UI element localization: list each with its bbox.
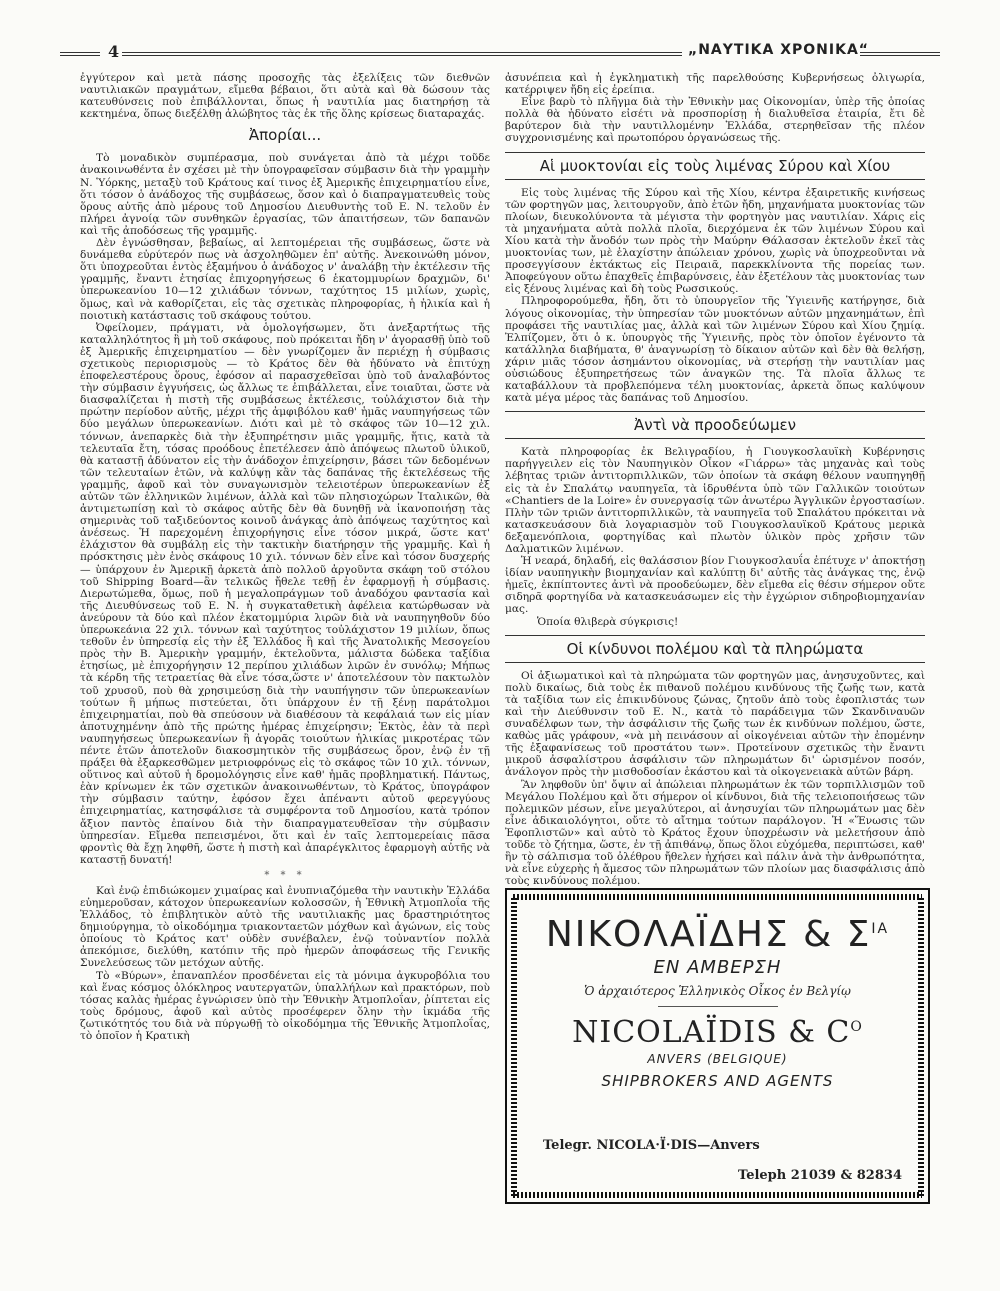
header-rule-middle [122,52,682,56]
ad-telephone: Teleph 21039 & 82834 [738,1168,902,1183]
article-paragraph: Ὀφείλομεν, πράγματι, νὰ ὁμολογήσωμεν, ὅτι ἀνεξαρτήτως τῆς καταλληλότητος ἢ μὴ τοῦ σκάφους, ποὺ πρόκειται ἤδη ν' ἀγορασθῇ ὑπὸ τοῦ ἐξ Ἀμερικῆς ἐπιχειρηματίου — δὲν γνωρίζομεν ἂν περιέχῃ ἡ σύμβασις σχετικοὺς περιορισμοὺς — τὸ Κράτος δὲν θὰ ἠδύνατο νὰ ἐπιτύχῃ ἐποφελεστέρους ὅρους, ἐφόσον αἱ παρασχεθεῖσαι ὑπὸ τοῦ ἀναλαβόντος τὴν σύμβασιν ἐγγυήσεις, ὡς ἄλλως τε ἐπιβάλλεται, εἶνε τοιαῦται, ὥστε νὰ διασφαλίζεται ἡ πιστὴ τῆς συμβάσεως ἐκτέλεσις, τοὐλάχιστον διὰ τὴν πρώτην περίοδον αὐτῆς, μέχρι τῆς ἀμφιβόλου καθ' ἡμᾶς ναυπηγήσεως τῶν δύο μεγάλων ὑπερωκεανίων. Διότι καὶ μὲ τὸ σκάφος τῶν 10—12 χιλ. τόννων, ἀνεπαρκὲς διὰ τὴν ἐξυπηρέτησιν μιᾶς γραμμῆς, ἥτις, κατὰ τὰ τελευταῖα ἔτη, τόσας προόδους ἐπετέλεσεν ἀπὸ ἀπόψεως πλωτοῦ ὑλικοῦ, θὰ καταστῇ ἀδύνατον εἰς τὴν ἀνάδοχον ἐπιχείρησιν, βάσει τῶν δεδομένων τῶν τελευταίων ἐτῶν, νὰ καλύψῃ κἂν τὰς δαπάνας τῆς ἐκτελέσεως τῆς γραμμῆς, ἀφοῦ καὶ τὸν συναγωνισμὸν τελειοτέρων ὑπερωκεανίων ἐξ αὐτῶν τῶν ἑλληνικῶν λιμένων, ἀλλὰ καὶ τῶν πλησιοχώρων Ἰταλικῶν, θὰ ἀντιμετωπίσῃ καὶ τὸ σκάφος αὐτῆς δὲν θὰ δυνηθῇ νὰ ἱκανοποιήσῃ τὰς σημερινὰς τοῦ ταξιδεύοντος κοινοῦ ἀνάγκας ἀπὸ ἀπόψεως ταχύτητος καὶ ἀνέσεως. Ἡ παρεχομένη ἐπιχορήγησις εἶνε τόσον μικρά, ὥστε κατ' ἐλάχιστον θὰ συμβάλῃ εἰς τὴν τακτικὴν διατήρησιν τῆς γραμμῆς. Καὶ ἡ πρόσκτησις μὲν ἑνὸς σκάφους 10 χιλ. τόννων δὲν εἶνε καὶ τόσον δυσχερής — ὑπάρχουν ἐν Ἀμερικῇ ἀρκετὰ ἀπὸ πολλοῦ ἀργοῦντα σκάφη τοῦ στόλου τοῦ Shipping Board—ἂν τελικῶς ἤθελε τεθῇ ἐν ἐφαρμογῇ ἡ σύμβασις. Διερωτώμεθα, ὅμως, ποῦ ἡ μεγαλοπράγμων τοῦ ἀναδόχου φαντασία καὶ τῆς Διευθύνσεως τοῦ Ε. Ν. ἡ συγκαταθετικὴ ἀφέλεια κατώρθωσαν νὰ ἀνεύρουν τὰ δύο καὶ πλέον ἑκατομμύρια λιρῶν διὰ νὰ ναυπηγηθοῦν δύο ὑπερωκεάνια 22 χιλ. τόννων καὶ ταχύτητος τοὐλάχιστον 19 μιλίων, ὅπως τεθοῦν ἐν ὑπηρεσίᾳ εἰς τὴν ἐξ Ἑλλάδος ἢ καὶ τῆς Ἀνατολικῆς Μεσογείου πρὸς τὴν Β. Ἀμερικὴν γραμμήν, ἐκτελοῦντα, μάλιστα δώδεκα ταξίδια ἐτησίως, μὲ ἐπιχορήγησιν 12 περίπου χιλιάδων λιρῶν ἐν συνόλῳ; Μήπως τὰ κέρδη τῆς τετραετίας θὰ εἶνε τόσα,ὥστε ν' ἀποτελέσουν τὸν πακτωλὸν τοῦ χρυσοῦ, ποὺ θὰ χρησιμεύσῃ διὰ τὴν ναυπήγησιν τῶν ὑπερωκεανίων τούτων ἢ μήπως πιστεύεται, ὅτι ὑπάρχουν ἐν τῇ ξένῃ παράτολμοι ἐπιχειρηματίαι, ποὺ θὰ σπεύσουν νὰ διαθέσουν τὰ κεφάλαιά των εἰς μίαν ἀποτυχημένην ἀπὸ τῆς πρώτης ἡμέρας ἐπιχείρησιν; Ἐκτὸς, ἐὰν τὰ περὶ ναυπηγήσεως ὑπερωκεανίων ἢ ἀγορᾶς τοιούτων ἡλικίας μικροτέρας τῶν πέντε ἐτῶν ἀποτελοῦν διακοσμητικὸν τῆς συμβάσεως ὅρον, ἐνῷ ἐν τῇ πράξει θὰ ἐξαρκεσθῶμεν μετριοφρόνως εἰς τὸ σκάφος τῶν 10 χιλ. τόννων, οὕτινος καὶ αὐτοῦ ἡ δρομολόγησις εἶνε καθ' ἡμᾶς προβληματική. Πάντως, ἐὰν κρίνωμεν ἐκ τῶν σχετικῶν ἀνακοινωθέντων, τὸ Κράτος, ὑπογράφον τὴν σύμβασιν ταύτην, ἐφόσον ἔχει ἀπέναντι αὐτοῦ φερεγγύους ἐπιχειρηματίας, κατησφάλισε τὰ συμφέροντα τοῦ Δημοσίου, κατὰ τρόπον ἄξιον παντὸς ἐπαίνου διὰ τὴν διαπραγματευθεῖσαν τὴν σύμβασιν ὑπηρεσίαν. Εἴμεθα πεπεισμένοι, ὅτι καὶ ἐν ταῖς λεπτομερείαις πᾶσα φροντὶς θὰ ἔχῃ ληφθῆ, ὥστε ἡ πιστὴ καὶ ἀπαρέγκλιτος ἐφαρμογὴ αὐτῆς νὰ καταστῇ δυνατή! [80,321,490,866]
article-paragraph: Ὁποία θλιβερὰ σύγκρισις! [537,615,679,628]
ad-description: Ὁ ἀρχαιότερος Ἑλληνικὸς Οἶκος ἐν Βελγίῳ [584,984,851,998]
advertisement-nicolaidis [505,888,930,1204]
intro-paragraph: ἐγγύτερον καὶ μετὰ πάσης προσοχῆς τὰς ἐξελίξεις τῶν διεθνῶν ναυτιλιακῶν πραγμάτων, εἴμεθα βέβαιοι, ὅτι αὐτὰ καὶ θὰ δώσουν τὰς κατευθύνσεις ποὺ ἐπιβάλλονται, ὅπως ἡ ναυτιλία μας διατηρήσῃ τὰ κεκτημένα, ὅπως διεξέλθῃ ἀλώβητος τὰς ἐκ τῆς ὅλης κρίσεως διαταραχάς. [80,72,490,121]
article-heading-myoktonies: Αἱ μυοκτονίαι εἰς τοὺς λιμένας Σύρου καὶ Χίου [505,152,925,180]
page-header [60,42,940,62]
ad-company-name-greek-text: ΝΙΚΟΛΑΪΔΗΣ & Σ [545,914,872,955]
ad-company-name-greek-sup: ΙΑ [871,921,890,937]
ad-border [513,1192,922,1198]
ad-city-latin: ANVERS (BELGIQUE) [647,1052,788,1066]
article-paragraph: Τὸ μοναδικὸν συμπέρασμα, ποὺ συνάγεται ἀπὸ τὰ μέχρι τοῦδε ἀνακοινωθέντα ἐν σχέσει μὲ τὴν ὑπογραφεῖσαν σύμβασιν διὰ τὴν γραμμὴν Ν. Ὑόρκης, μεταξὺ τοῦ Κράτους καί τινος ἐξ Ἀμερικῆς ἐπιχειρηματίου εἶνε, ὅτι τόσον ὁ ἀνάδοχος τῆς συμβάσεως, ὅσον καὶ ὁ διαπραγματευθεὶς τοὺς ὅρους αὐτῆς ἀπὸ μέρους τοῦ Δημοσίου Διευθυντὴς τοῦ Ε. Ν. τελοῦν ἐν πλήρει ἀγνοίᾳ τῶν συνθηκῶν ἐργασίας, τῶν ἀπαιτήσεων, τῶν δαπανῶν καὶ τῆς ἀποδόσεως τῆς γραμμῆς. [80,152,490,237]
continued-paragraph: ἀσυνέπεια καὶ ἡ ἐγκληματικὴ τῆς παρελθούσης Κυβερνήσεως ὀλιγωρία, κατέρριψεν ἤδη εἰς ἐρείπια. [505,72,925,97]
article-paragraph: Καὶ ἐνῷ ἐπιδιώκομεν χιμαίρας καὶ ἐνυπνιαζόμεθα τὴν ναυτικὴν Ἑλλάδα εὐημεροῦσαν, κάτοχον ὑπερωκεανίων κολοσσῶν, ἡ Ἐθνικὴ Ἀτμοπλοΐα τῆς Ἑλλάδος, τὸ ἐπιβλητικὸν αὐτὸ τῆς ναυτιλιακῆς μας δραστηριότητος δημιούργημα, τὸ οἰκοδόμημα τριακονταετῶν μόχθων καὶ ἀγώνων, εἰς τοὺς ὁποίους τὸ Κράτος κατ' οὐδὲν συνέβαλεν, ἐνῷ τοὐναντίον πολλὰ ἀπεκόμισε, διελύθη, κατόπιν τῆς πρὸ ἡμερῶν ἀποφάσεως τῆς Γενικῆς Συνελεύσεως τῶν μετόχων αὐτῆς. [80,884,490,970]
article-paragraph: Δὲν ἐγνώσθησαν, βεβαίως, αἱ λεπτομέρειαι τῆς συμβάσεως, ὥστε νὰ δυνάμεθα εὐρύτερόν πως νὰ ἀσχοληθῶμεν ἐπ' αὐτῆς. Ἀνεκοινώθη μόνον, ὅτι ὑποχρεοῦται ἐντὸς ἑξαμήνου ὁ ἀνάδοχος ν' ἀναλάβῃ τὴν ἐκτέλεσιν τῆς γραμμῆς, ἔναντι ἐτησίας ἐπιχορηγήσεως 6 ἑκατομμυρίων δραχμῶν, δι' ὑπερωκεανίου 10—12 χιλιάδων τόννων, ταχύτητος 15 μιλίων, χωρὶς, ὅμως, καὶ νὰ καθορίζεται, εἰς τὰς σχετικὰς πληροφορίας, ἡ ἡλικία καὶ ἡ ποιοτικὴ κατάστασις τοῦ σκάφους τούτου. [80,237,490,322]
article-paragraph: Κατὰ πληροφορίας ἐκ Βελιγραδίου, ἡ Γιουγκοσλαυϊκὴ Κυβέρνησις παρήγγειλεν εἰς τὸν Ναυπηγικὸν Οἶκον «Γιάρρω» τὰς μηχανὰς καὶ τοὺς λέβητας τριῶν ἀντιτορπιλλικῶν, τῶν ὁποίων τὰ σκάφη θέλουν ναυπηγηθῇ εἰς τὰ ἐν Σπαλάτῳ ναυπηγεῖα, τὰ ἱδρυθέντα ὑπὸ τῶν Γαλλικῶν τοιούτων «Chantiers de la Loire» ἐν συνεργασίᾳ τῶν ἀνωτέρω Ἀγγλικῶν ἐργοστασίων. Πλὴν τῶν τριῶν ἀντιτορπιλλικῶν, τὰ ναυπηγεῖα τοῦ Σπαλάτου πρόκειται νὰ κατασκευάσουν διὰ λογαριασμὸν τοῦ Γιουγκοσλαυϊκοῦ Κράτους μερικὰ δεξαμενόπλοια, φορτηγίδας καὶ πλωτὸν ὑλικὸν πρὸς χρῆσιν τῶν Δαλματικῶν λιμένων. [505,446,925,555]
article-paragraph: Εἰς τοὺς λιμένας τῆς Σύρου καὶ τῆς Χίου, κέντρα ἐξαιρετικῆς κινήσεως τῶν φορτηγῶν μας, λειτουργοῦν, ἀπὸ ἐτῶν ἤδη, μηχανήματα μυοκτονίας τῶν πλοίων, διευκολύνοντα τὰ μέγιστα τὴν φορτηγὸν μας ναυτιλίαν. Χάρις εἰς τὰ μηχανήματα αὐτὰ πολλὰ πλοῖα, διερχόμενα ἐκ τῶν λιμένων Σύρου καὶ Χίου κατὰ τὴν ἄνοδόν των πρὸς τὴν Μαύρην Θάλασσαν ἐκτελοῦν ἐκεῖ τὰς μυοκτονίας των, μὲ ἐλαχίστην ἀπώλειαν χρόνου, χωρὶς νὰ ὑποχρεοῦνται νὰ προσεγγίσουν ἐκτάκτως εἰς Πειραιᾶ, παρεκκλίνοντα τῆς πορείας των. Ἀποφεύγουν οὕτω ἐπαχθεῖς ἐπιβαρύνσεις, ἐὰν ἐξετέλουν τὰς μυοκτονίας των εἰς ξένους λιμένας καὶ δὴ τοὺς Ρωσσικούς. [505,186,925,296]
header-rule-left [60,52,100,56]
ad-border [511,896,517,1196]
article-heading-anti-na-proodeuomen: Ἀντὶ νὰ προοδεύωμεν [505,411,925,439]
ad-company-name-latin [523,1015,912,1050]
article-paragraph: Πληροφορούμεθα, ἤδη, ὅτι τὸ ὑπουργεῖον τῆς Ὑγιεινῆς κατήργησε, διὰ λόγους οἰκονομίας, τὴν ὑπηρεσίαν τῶν μυοκτόνων αὐτῶν μηχανημάτων, ἐπὶ προφάσει τῆς ναυτιλίας μας, ἀλλὰ καὶ τῶν λιμένων Σύρου καὶ Χίου ζημίᾳ. Ἐλπίζομεν, ὅτι ὁ κ. ὑπουργὸς τῆς Ὑγιεινῆς, πρὸς τὸν ὁποῖον ἐγένοντο τὰ κατάλληλα διαβήματα, θ' ἀναγνωρίσῃ τὸ δίκαιον αὐτῶν καὶ δὲν θὰ θελήσῃ, χάριν μιᾶς τόσον ἀσημάντου οἰκονομίας, νὰ στερήσῃ τὴν ναυτιλίαν μας οὐσιώδους ἐξυπηρετήσεως τῶν ἀναγκῶν της. Τὰ πλοῖα ἄλλως τε καταβάλλουν τὰ προβλεπόμενα τέλη μυοκτονίας, ἀρκετὰ ὅπως καλύψουν κατὰ μέγα μέρος τὰς δαπάνας τοῦ Δημοσίου. [505,295,925,405]
ad-telegraph: Telegr. NICOLA·Ï·DIS—Anvers [543,1138,760,1153]
journal-title: „ΝΑΥΤΙΚΑ ΧΡΟΝΙΚΑ“ [688,42,869,58]
article-paragraph: Εἶνε βαρὺ τὸ πλῆγμα διὰ τὴν Ἐθνικὴν μας Οἰκονομίαν, ὑπὲρ τῆς ὁποίας πολλὰ θὰ ἠδύνατο εἰσέτι νὰ προσπορίσῃ ἡ διαλυθεῖσα ἑταιρία, ἔτι δὲ βαρύτερον διὰ τὴν ναυτιλλομένην Ἑλλάδα, στερηθεῖσαν τῆς πλέον συγχρονισμένης καὶ πρωτοπόρου ὀργανώσεως τῆς. [505,96,925,145]
ad-city-greek: ΕΝ ΑΜΒΕΡΣΗ [653,957,782,978]
ad-border [918,896,924,1196]
page-number: 4 [108,42,120,61]
header-rule-right [860,52,940,56]
article-paragraph: Ἂν ληφθοῦν ὑπ' ὄψιν αἱ ἀπώλειαι πληρωμάτων ἐκ τῶν τορπιλλισμῶν τοῦ Μεγάλου Πολέμου καὶ ὅτι σήμερον οἱ κίνδυνοι, διὰ τῆς τελειοποιήσεως τῶν πολεμικῶν μέσων, εἶνε μεγαλύτεροι, αἱ ἀνησυχίαι τῶν πληρωμάτων μας δὲν εἶνε ἀδικαιολόγητοι, οὔτε τὸ αἴτημα τούτων παράλογον. Ἡ «Ἕνωσις τῶν Ἐφοπλιστῶν» καὶ αὐτὸ τὸ Κράτος ἔχουν ὑποχρέωσιν νὰ μελετήσουν ἀπὸ τοῦδε τὸ ζήτημα, ὥστε, ἐν τῇ ἀπιθάνῳ, ὅπως ὅλοι εὐχόμεθα, περιπτώσει, καθ' ἣν τὸ σάλπισμα τοῦ ὀλέθρου ἤθελεν ἠχήσει καὶ πάλιν ἀνὰ τὴν ἀνθρωπότητα, νὰ εἶνε εὐχερὴς ἡ ἄμεσος τῶν πληρωμάτων τῶν πλοίων μας διασφάλισις ἀπὸ τοὺς κινδύνους πολέμου. [505,778,925,888]
right-column [505,72,925,887]
left-column [80,72,490,1042]
article-heading-kindynoi-polemou: Οἱ κίνδυνοι πολέμου καὶ τὰ πληρώματα [505,635,925,663]
ad-border [513,894,922,900]
ad-content [523,906,912,1186]
ad-company-name-latin-sup: O [850,1019,863,1035]
ad-business-line: SHIPBROKERS AND AGENTS [601,1072,834,1090]
article-paragraph: Ἡ νεαρά, δηλαδή, εἰς θαλάσσιον βίον Γιουγκοσλαυΐα ἐπέτυχε ν' ἀποκτήσῃ ἰδίαν ναυπηγικὴν βιομηχανίαν καὶ καλύπτῃ δι' αὐτῆς τὰς ἀνάγκας της, ἐνῷ ἡμεῖς, ἐκπίπτοντες ἀντὶ νὰ προοδεύωμεν, δὲν εἴμεθα εἰς θέσιν σήμερον οὔτε σιδηρᾶ φορτηγίδα νὰ κατασκευάσωμεν εἰς τὴν ἐγχώριον σιδηροβιομηχανίαν μας. [505,555,925,616]
ad-divider [658,1006,778,1007]
article-paragraph: Οἱ ἀξιωματικοὶ καὶ τὰ πληρώματα τῶν φορτηγῶν μας, ἀνησυχοῦντες, καὶ πολὺ δικαίως, διὰ τοὺς ἐκ πιθανοῦ πολέμου κινδύνους τῆς ζωῆς των, κατὰ τὰ ταξίδια των εἰς ἐπικινδύνους ζώνας, ζητοῦν ἀπὸ τοὺς ἐφοπλιστάς των καὶ τὴν Διεύθυνσιν τοῦ Ε. Ν., κατὰ τὸ παράδειγμα τῶν Σκανδιναυῶν συναδέλφων των, τὴν ἀσφάλισιν τῆς ζωῆς των ἐκ κινδύνων πολέμου, ὥστε, καθὼς μᾶς γράφουν, «νὰ μὴ πεινάσουν αἱ οἰκογένειαι αὐτῶν τὴν ἐπομένην τῆς ἐξαφανίσεως τοῦ προστάτου των». Προτείνουν σχετικῶς τὴν ἔναντι μικροῦ ἀσφαλίστρου ἀσφάλισιν τῶν πληρωμάτων δι' ὡρισμένον ποσόν, ἀνάλογον πρὸς τὴν μισθοδοσίαν ἑκάστου καὶ τὰ οἰκογενειακὰ αὐτῶν βάρη. [505,669,925,779]
section-separator: * * * [264,869,306,881]
article-heading-aporiai: Ἀπορίαι... [248,126,322,145]
article-paragraph: Τὸ «Βύρων», ἐπαναπλέον προσδένεται εἰς τὰ μόνιμα ἀγκυροβόλια του καὶ ἕνας κόσμος ὁλόκληρος ναυτεργατῶν, ὑπαλλήλων καὶ πρακτόρων, ποὺ τόσας καλὰς ἡμέρας ἐγνώρισεν ὑπὸ τὴν Ἐθνικὴν Ἀτμοπλοΐαν, ῥίπτεται εἰς τοὺς δρόμους, ἀφοῦ καὶ αὐτὸς προσέφερεν ὅλην τὴν ἰκμάδα τῆς ζωτικότητός του διὰ νὰ πύργωθῇ τὸ οἰκοδόμημα τῆς Ἐθνικῆς Ἀτμοπλοΐας, τὸ ὁποῖον ἡ Κρατικὴ [80,969,490,1043]
ad-company-name-greek [523,914,912,955]
ad-company-name-latin-text: NICOLAÏDIS & C [572,1015,851,1050]
